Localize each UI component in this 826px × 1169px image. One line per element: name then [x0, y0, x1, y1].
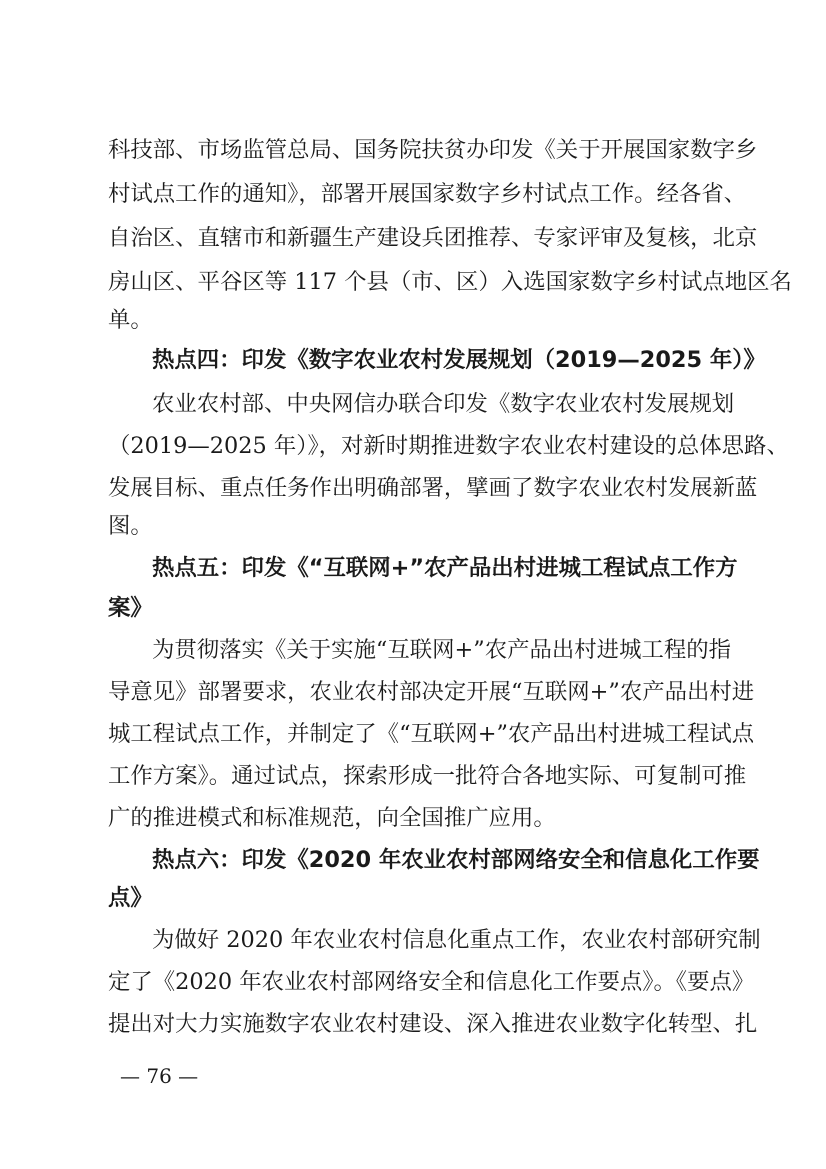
body-text-line: 广的推进模式和标准规范，向全国推广应用。	[108, 805, 556, 831]
body-text-line: 单。	[108, 307, 153, 333]
body-text-line: 自治区、直辖市和新疆生产建设兵团推荐、专家评审及复核，北京	[108, 225, 758, 251]
body-text-line: 导意见》部署要求，农业农村部决定开展“互联网+”农产品出村进	[108, 679, 755, 705]
section-heading-hotspot-5-cont: 案》	[108, 595, 153, 621]
body-text-line: 为贯彻落实《关于实施“互联网+”农产品出村进城工程的指	[152, 637, 732, 663]
body-text-line: 图。	[108, 513, 153, 539]
section-heading-hotspot-6-cont: 点》	[108, 885, 153, 911]
body-text-line: 城工程试点工作，并制定了《“互联网+”农产品出村进城工程试点	[108, 721, 755, 747]
body-text-line: 定了《2020 年农业农村部网络安全和信息化工作要点》。《要点》	[108, 969, 755, 995]
section-heading-hotspot-5: 热点五：印发《“互联网+”农产品出村进城工程试点工作方	[152, 555, 738, 581]
section-heading-hotspot-6: 热点六：印发《2020 年农业农村部网络安全和信息化工作要	[152, 847, 760, 873]
body-text-line: 房山区、平谷区等 117 个县（市、区）入选国家数字乡村试点地区名	[108, 269, 792, 295]
section-heading-hotspot-4: 热点四：印发《数字农业农村发展规划（2019—2025 年）》	[152, 347, 766, 373]
body-text-line: 工作方案》。通过试点，探索形成一批符合各地实际、可复制可推	[108, 763, 747, 789]
body-text-line: 为做好 2020 年农业农村信息化重点工作，农业农村部研究制	[152, 927, 761, 953]
page-number: — 76 —	[120, 1064, 199, 1088]
body-text-line: 提出对大力实施数字农业农村建设、深入推进农业数字化转型、扎	[108, 1011, 758, 1037]
body-text-line: 发展目标、重点任务作出明确部署，擘画了数字农业农村发展新蓝	[108, 475, 758, 501]
body-text-line: 农业农村部、中央网信办联合印发《数字农业农村发展规划	[152, 391, 735, 417]
body-text-line: 村试点工作的通知》，部署开展国家数字乡村试点工作。经各省、	[108, 181, 747, 207]
body-text-line: 科技部、市场监管总局、国务院扶贫办印发《关于开展国家数字乡	[108, 137, 758, 163]
body-text-line: （2019—2025 年）》，对新时期推进数字农业农村建设的总体思路、	[108, 433, 789, 459]
